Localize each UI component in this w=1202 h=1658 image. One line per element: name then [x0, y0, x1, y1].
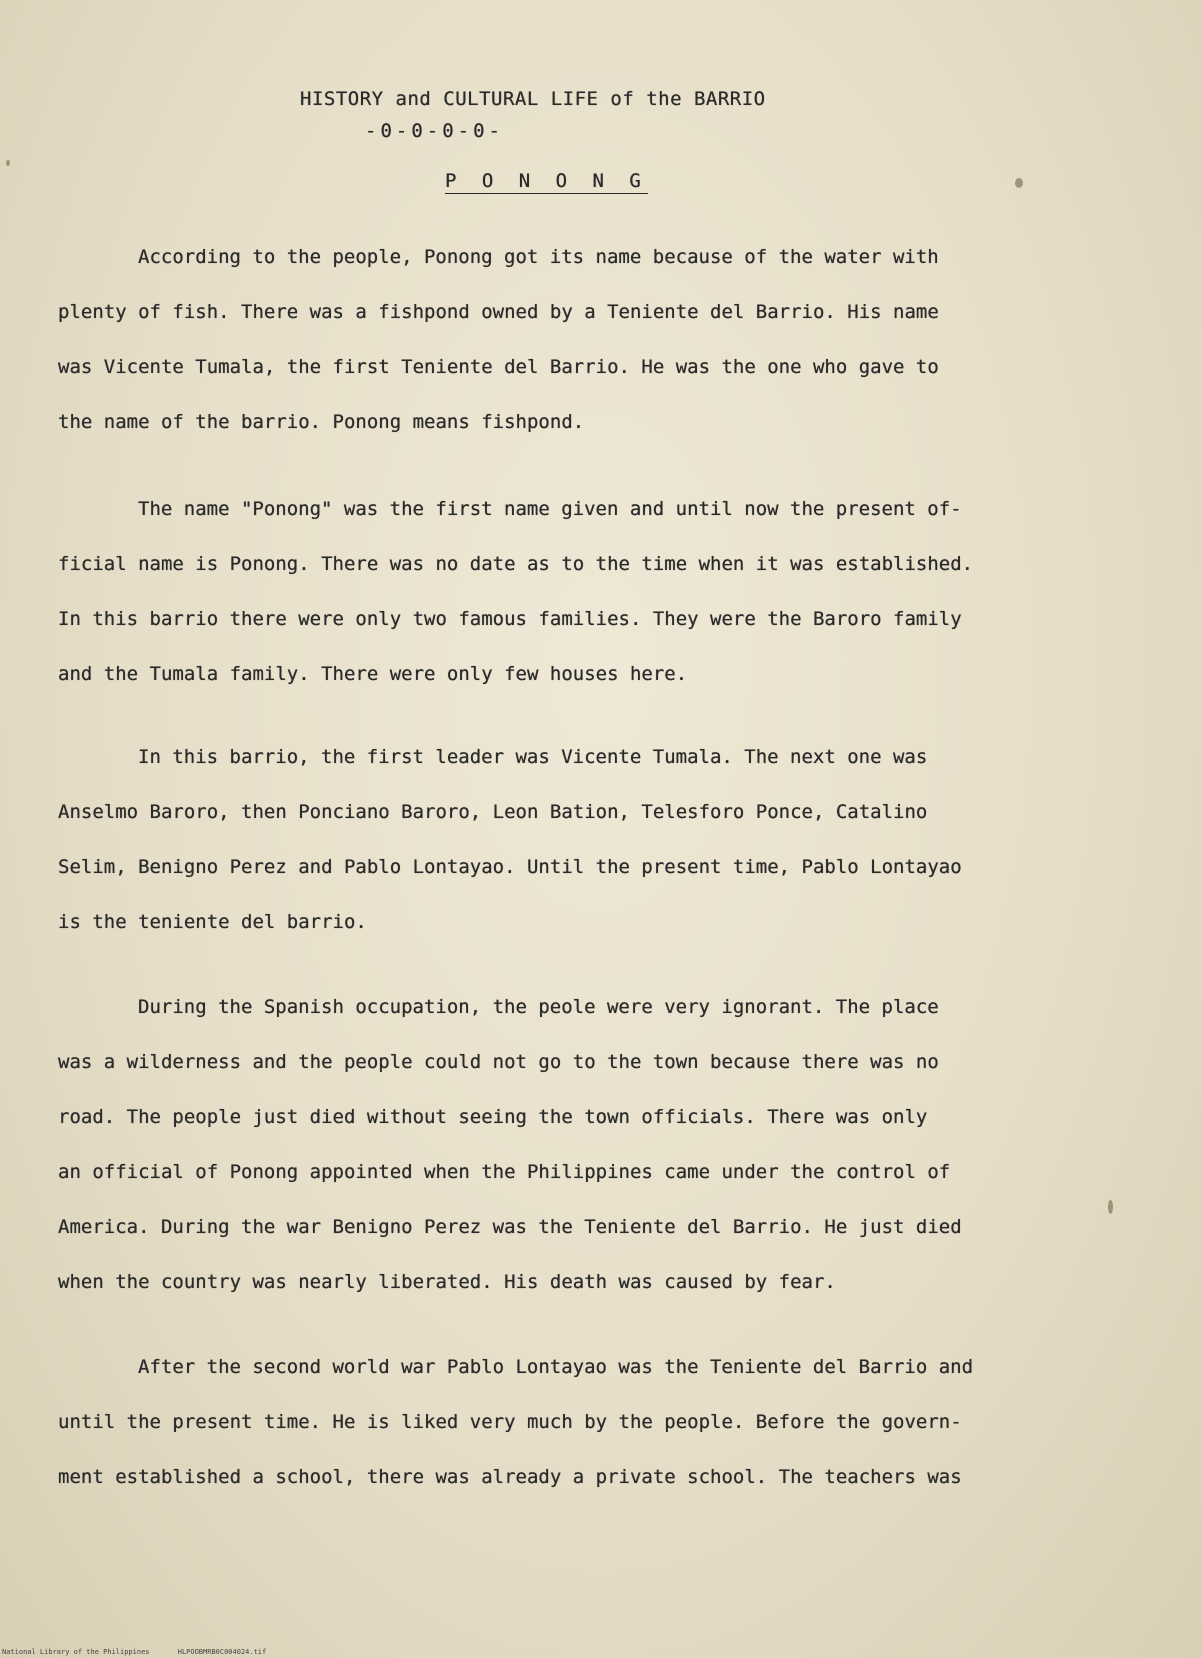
text-line: until the present time. He is liked very much by the people. Before the govern-	[58, 1411, 962, 1433]
text-line: was Vicente Tumala, the first Teniente del Barrio. He was the one who gave to	[58, 356, 939, 378]
text-line: ment established a school, there was already a private school. The teachers was	[58, 1466, 962, 1488]
text-line: The name "Ponong" was the first name given and until now the present of-	[138, 498, 962, 520]
scan-footer	[2, 1648, 290, 1656]
text-line: Selim, Benigno Perez and Pablo Lontayao. Until the present time, Pablo Lontayao	[58, 856, 962, 878]
paragraph-2	[58, 482, 1128, 702]
text-line: America. During the war Benigno Perez was the Teniente del Barrio. He just died	[58, 1216, 962, 1238]
paragraph-1	[58, 230, 1128, 450]
text-line: road. The people just died without seeing the town officials. There was only	[58, 1106, 928, 1128]
text-line: During the Spanish occupation, the peole were very ignorant. The place	[138, 996, 939, 1018]
text-line: In this barrio there were only two famous families. They were the Baroro family	[58, 608, 962, 630]
footer-file-id: HLPOOBMRB0C004024.tif	[177, 1648, 267, 1656]
document-title: HISTORY and CULTURAL LIFE of the BARRIO	[300, 88, 766, 110]
paper-speck	[6, 160, 10, 166]
text-line: ficial name is Ponong. There was no date as to the time when it was established.	[58, 553, 974, 575]
text-line: According to the people, Ponong got its name because of the water with	[138, 246, 939, 268]
text-line: an official of Ponong appointed when the Philippines came under the control of	[58, 1161, 951, 1183]
text-line: Anselmo Baroro, then Ponciano Baroro, Leon Bation, Telesforo Ponce, Catalino	[58, 801, 928, 823]
paragraph-4	[58, 980, 1128, 1310]
paper-speck	[1015, 178, 1023, 188]
text-line: After the second world war Pablo Lontayao was the Teniente del Barrio and	[138, 1356, 974, 1378]
text-line: and the Tumala family. There were only few houses here.	[58, 663, 688, 685]
paragraph-3	[58, 730, 1128, 950]
title-separator: -0-0-0-0-	[365, 120, 504, 142]
footer-library: National Library of the Philippines	[2, 1648, 150, 1656]
text-line: plenty of fish. There was a fishpond owned by a Teniente del Barrio. His name	[58, 301, 939, 323]
text-line: In this barrio, the first leader was Vicente Tumala. The next one was	[138, 746, 928, 768]
text-line: when the country was nearly liberated. His death was caused by fear.	[58, 1271, 836, 1293]
barrio-heading: P O N O N G	[445, 170, 648, 192]
paragraph-5	[58, 1340, 1128, 1505]
text-line: was a wilderness and the people could not go to the town because there was no	[58, 1051, 939, 1073]
paper-speck	[1108, 1200, 1113, 1214]
text-line: is the teniente del barrio.	[58, 911, 367, 933]
text-line: the name of the barrio. Ponong means fishpond.	[58, 411, 585, 433]
